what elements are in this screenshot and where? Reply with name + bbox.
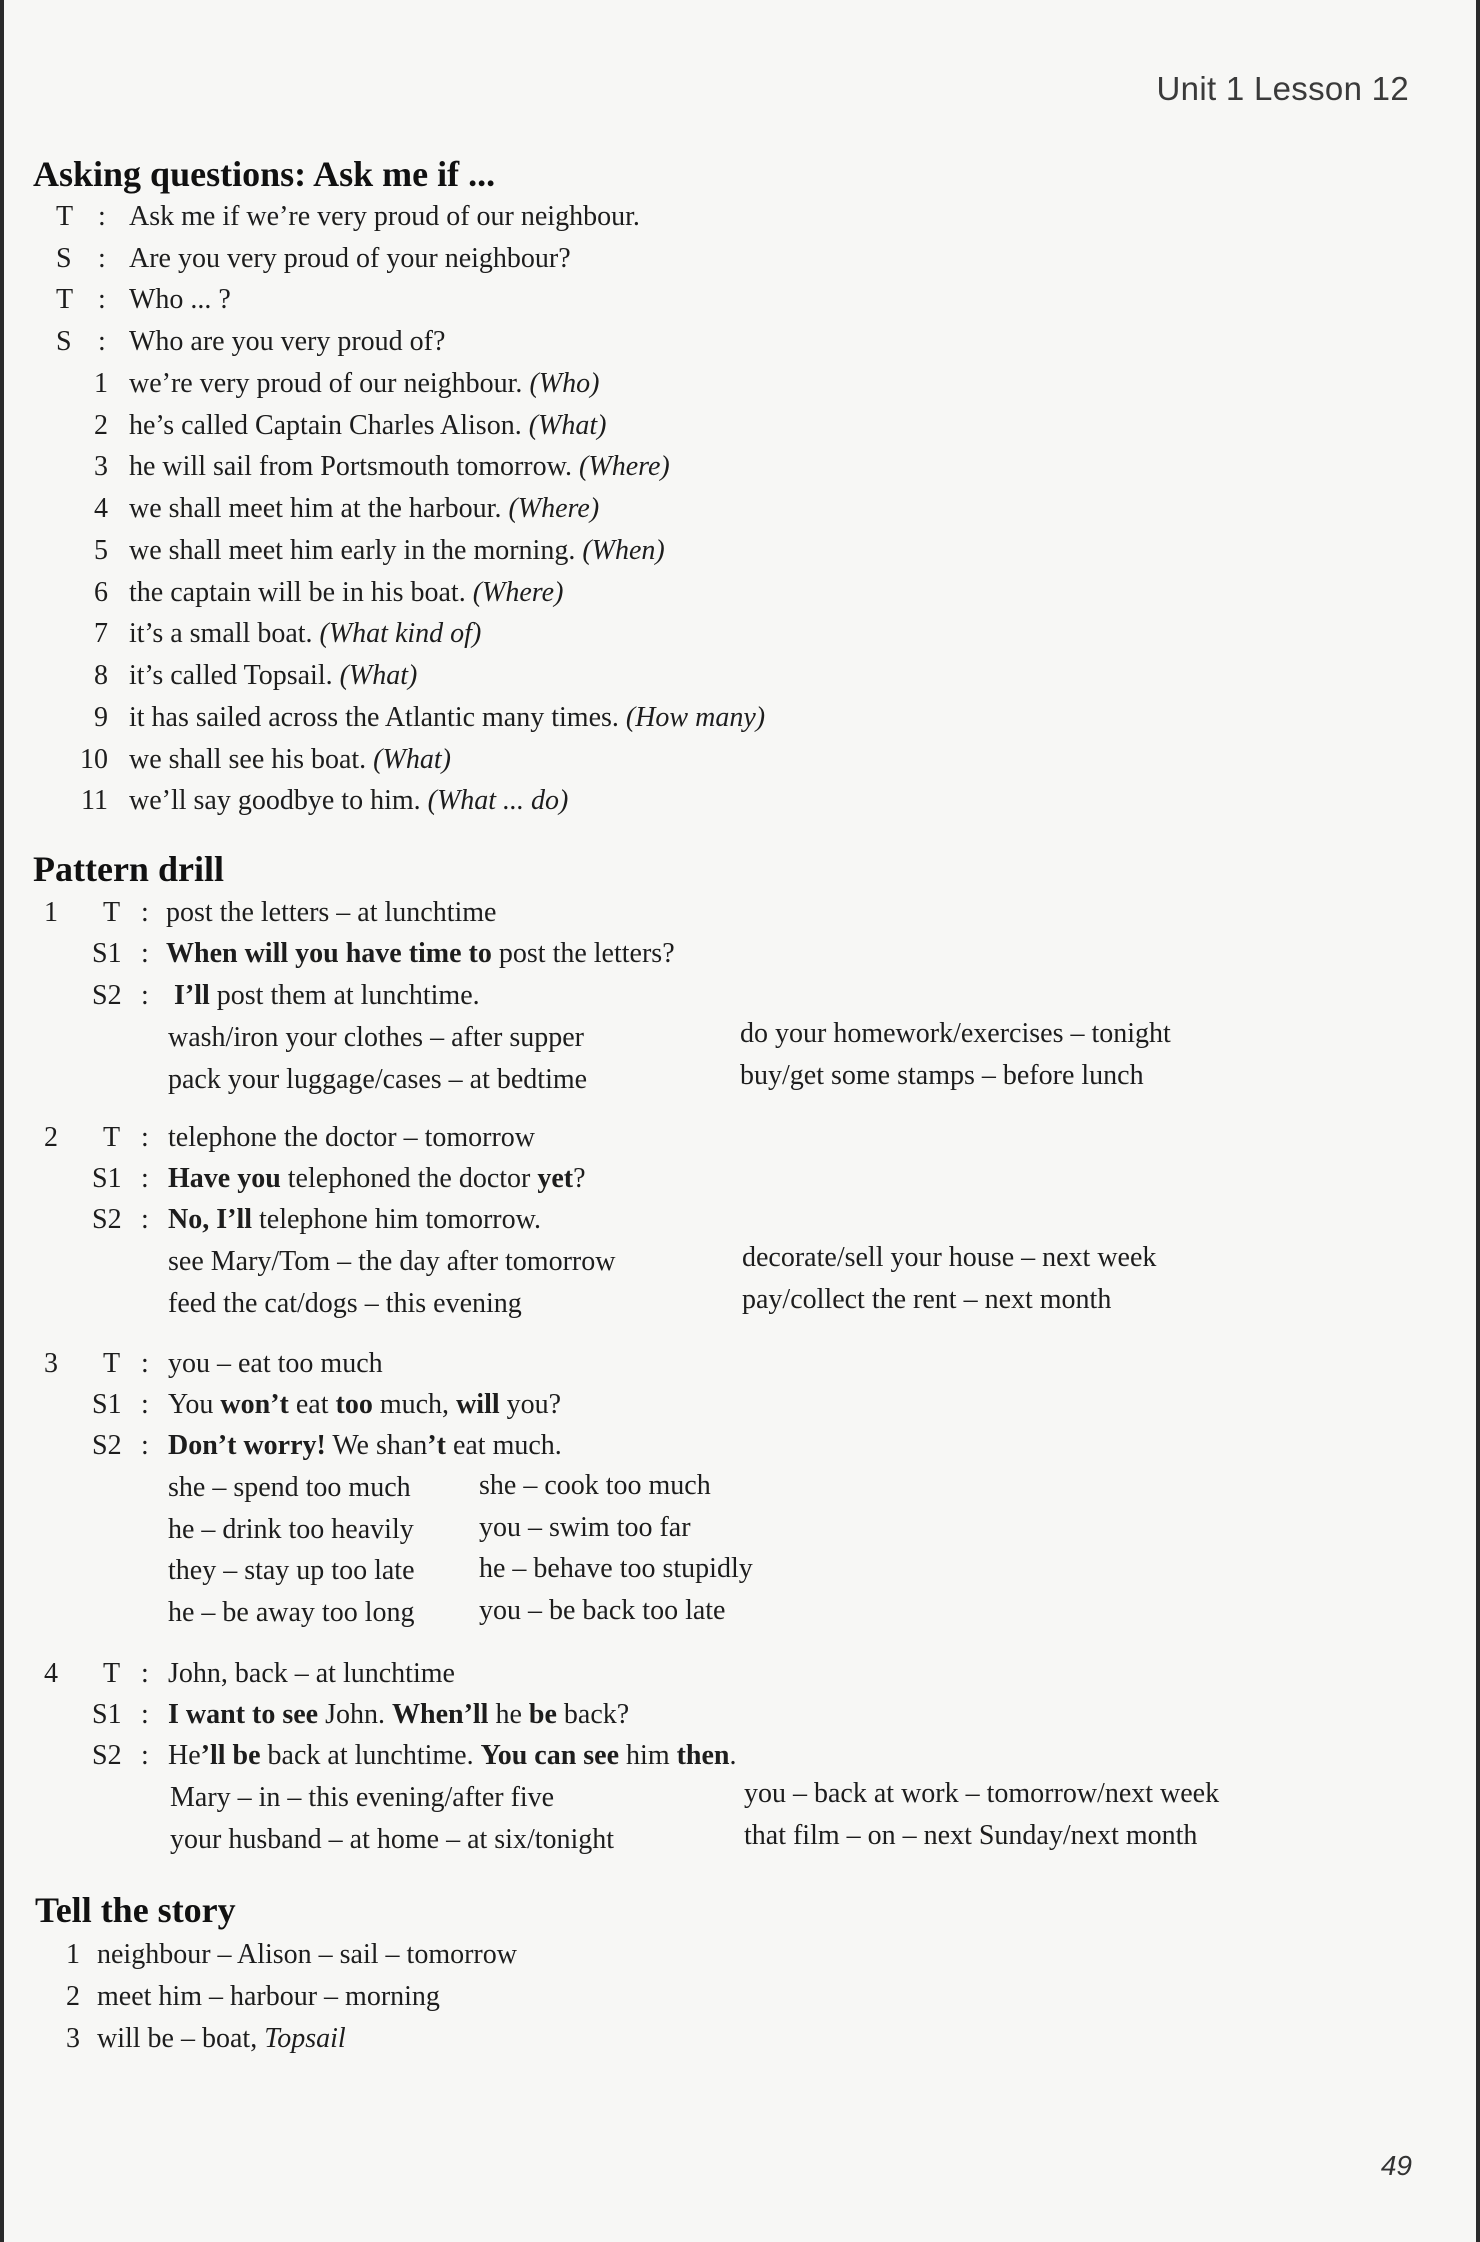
page-number: 49 bbox=[1380, 2150, 1412, 2181]
item-text: it has sailed across the Atlantic many times. bbox=[129, 702, 619, 733]
bold-segment: will bbox=[456, 1389, 500, 1420]
student-2-line bbox=[168, 1432, 562, 1460]
item-number: 4 bbox=[94, 493, 108, 524]
substitution-right: you – swim too far bbox=[479, 1512, 691, 1543]
bold-segment: When will you have time to bbox=[166, 938, 492, 969]
colon: : bbox=[141, 980, 149, 1011]
question-cue: (Where) bbox=[579, 451, 670, 482]
substitution-left: see Mary/Tom – the day after tomorrow bbox=[168, 1246, 616, 1277]
question-cue: (How many) bbox=[625, 702, 766, 733]
teacher-cue: post the letters – at lunchtime bbox=[166, 897, 497, 928]
speaker-label: T bbox=[56, 284, 74, 315]
bold-segment: won’t bbox=[220, 1389, 289, 1420]
item-number: 3 bbox=[94, 451, 108, 482]
list-item bbox=[129, 370, 599, 398]
substitution-right: do your homework/exercises – tonight bbox=[740, 1018, 1171, 1049]
teacher-cue: John, back – at lunchtime bbox=[168, 1658, 455, 1689]
substitution-right: she – cook too much bbox=[479, 1470, 711, 1501]
text-segment: he bbox=[488, 1699, 529, 1730]
bold-segment: yet bbox=[537, 1163, 574, 1194]
substitution-left: he – drink too heavily bbox=[168, 1514, 414, 1545]
text-segment: eat much. bbox=[445, 1430, 562, 1461]
substitution-right: you – back at work – tomorrow/next week bbox=[744, 1778, 1220, 1809]
speaker-label: S2 bbox=[92, 1430, 122, 1461]
item-text: the captain will be in his boat. bbox=[129, 577, 466, 608]
text-segment: much, bbox=[372, 1389, 457, 1420]
substitution-left: he – be away too long bbox=[168, 1597, 415, 1628]
list-item bbox=[129, 704, 765, 732]
question-cue: (What) bbox=[373, 744, 451, 775]
colon: : bbox=[141, 1740, 149, 1771]
bold-segment: Have you bbox=[168, 1163, 281, 1194]
item-number: 10 bbox=[80, 744, 108, 775]
item-text: it’s a small boat. bbox=[129, 618, 313, 649]
colon: : bbox=[141, 897, 149, 928]
bold-segment: too bbox=[335, 1389, 373, 1420]
student-1-line bbox=[166, 940, 675, 968]
item-text: we shall meet him at the harbour. bbox=[129, 493, 502, 524]
list-item bbox=[129, 412, 606, 440]
substitution-right: pay/collect the rent – next month bbox=[742, 1284, 1112, 1315]
substitution-right: that film – on – next Sunday/next month bbox=[744, 1820, 1198, 1851]
list-item bbox=[129, 579, 563, 607]
question-cue: (What) bbox=[528, 410, 607, 441]
text-segment: . bbox=[729, 1740, 737, 1771]
student-2-line bbox=[174, 982, 480, 1010]
item-number: 1 bbox=[94, 368, 108, 399]
colon: : bbox=[141, 1163, 149, 1194]
question-cue: (What kind of) bbox=[319, 618, 482, 649]
text-segment: back? bbox=[556, 1699, 630, 1730]
bold-segment: You can see bbox=[480, 1740, 620, 1771]
colon: : bbox=[141, 1122, 149, 1153]
colon: : bbox=[98, 201, 106, 232]
item-number: 2 bbox=[66, 1981, 80, 2012]
bold-segment: be bbox=[528, 1699, 557, 1730]
item-number: 6 bbox=[94, 577, 108, 608]
text-segment: you? bbox=[499, 1389, 562, 1420]
speaker-label: T bbox=[103, 1122, 121, 1153]
question-cue: (Where) bbox=[472, 577, 564, 608]
text-segment: telephone him tomorrow. bbox=[252, 1204, 542, 1235]
drill-number: 2 bbox=[44, 1122, 58, 1153]
speaker-label: S1 bbox=[92, 1389, 122, 1420]
question-cue: (Where) bbox=[508, 493, 600, 524]
colon: : bbox=[141, 938, 149, 969]
substitution-left: they – stay up too late bbox=[168, 1555, 415, 1586]
item-number: 9 bbox=[94, 702, 108, 733]
page-edge-left bbox=[0, 0, 4, 2242]
story-prompt: meet him – harbour – morning bbox=[97, 1981, 440, 2012]
section-title-asking-questions: Asking questions: Ask me if ... bbox=[33, 154, 496, 194]
substitution-left: she – spend too much bbox=[168, 1472, 411, 1503]
item-number: 7 bbox=[94, 618, 108, 649]
substitution-right: decorate/sell your house – next week bbox=[742, 1242, 1157, 1273]
substitution-left: your husband – at home – at six/tonight bbox=[170, 1824, 615, 1855]
item-number: 3 bbox=[66, 2023, 80, 2054]
drill-number: 3 bbox=[44, 1348, 58, 1379]
text-segment: He bbox=[168, 1740, 201, 1771]
student-1-line bbox=[168, 1391, 561, 1419]
text-segment: You bbox=[168, 1389, 221, 1420]
dialogue-line: Ask me if we’re very proud of our neighbour. bbox=[129, 201, 640, 232]
colon: : bbox=[141, 1430, 149, 1461]
colon: : bbox=[98, 284, 106, 315]
drill-number: 4 bbox=[44, 1658, 58, 1689]
substitution-left: pack your luggage/cases – at bedtime bbox=[168, 1064, 588, 1095]
colon: : bbox=[98, 326, 106, 357]
speaker-label: S bbox=[56, 243, 72, 274]
text-segment: ? bbox=[573, 1163, 586, 1194]
student-2-line bbox=[168, 1742, 737, 1770]
colon: : bbox=[98, 243, 106, 274]
colon: : bbox=[141, 1348, 149, 1379]
item-number: 5 bbox=[94, 535, 108, 566]
list-item bbox=[129, 662, 417, 690]
list-item bbox=[129, 537, 665, 565]
substitution-right: buy/get some stamps – before lunch bbox=[740, 1060, 1144, 1091]
teacher-cue: you – eat too much bbox=[168, 1348, 383, 1379]
speaker-label: T bbox=[103, 897, 121, 928]
item-text: we’re very proud of our neighbour. bbox=[129, 368, 523, 399]
list-item bbox=[129, 620, 481, 648]
student-1-line bbox=[168, 1701, 629, 1729]
dialogue-line: Are you very proud of your neighbour? bbox=[129, 243, 571, 274]
item-text: he’s called Captain Charles Alison. bbox=[129, 410, 522, 441]
item-text: we shall see his boat. bbox=[129, 744, 367, 775]
teacher-cue: telephone the doctor – tomorrow bbox=[168, 1122, 536, 1153]
text-segment: eat bbox=[288, 1389, 336, 1420]
question-cue: (When) bbox=[582, 535, 665, 566]
text-segment: We shan bbox=[325, 1430, 428, 1461]
text-segment: post them at lunchtime. bbox=[209, 980, 480, 1011]
student-2-line bbox=[168, 1206, 541, 1234]
speaker-label: S bbox=[56, 326, 72, 357]
substitution-left: Mary – in – this evening/after five bbox=[170, 1782, 555, 1813]
text-segment: will be – boat, bbox=[97, 2023, 265, 2054]
story-prompt bbox=[97, 2025, 346, 2053]
bold-segment: I’ll bbox=[174, 980, 210, 1011]
speaker-label: S1 bbox=[92, 1699, 122, 1730]
section-title-pattern-drill: Pattern drill bbox=[33, 849, 224, 889]
list-item bbox=[129, 787, 568, 815]
story-prompt: neighbour – Alison – sail – tomorrow bbox=[97, 1939, 517, 1970]
speaker-label: T bbox=[103, 1348, 121, 1379]
italic-segment: Topsail bbox=[264, 2023, 346, 2054]
bold-segment: When’ll bbox=[392, 1699, 489, 1730]
substitution-right: he – behave too stupidly bbox=[479, 1553, 753, 1584]
item-number: 8 bbox=[94, 660, 108, 691]
item-text: we shall meet him early in the morning. bbox=[129, 535, 576, 566]
bold-segment: then bbox=[676, 1740, 730, 1771]
list-item bbox=[129, 453, 670, 481]
speaker-label: S2 bbox=[92, 1740, 122, 1771]
item-number: 2 bbox=[94, 410, 108, 441]
bold-segment: I want to see bbox=[168, 1699, 319, 1730]
item-number: 11 bbox=[81, 785, 108, 816]
dialogue-line: Who are you very proud of? bbox=[129, 326, 446, 357]
running-header: Unit 1 Lesson 12 bbox=[1156, 70, 1409, 107]
item-text: it’s called Topsail. bbox=[129, 660, 333, 691]
text-segment: post the letters? bbox=[491, 938, 675, 969]
question-cue: (What) bbox=[339, 660, 418, 691]
bold-segment: Don’t worry! bbox=[168, 1430, 326, 1461]
substitution-right: you – be back too late bbox=[479, 1595, 726, 1626]
dialogue-line: Who ... ? bbox=[129, 284, 231, 315]
item-number: 1 bbox=[66, 1939, 80, 1970]
colon: : bbox=[141, 1699, 149, 1730]
speaker-label: S2 bbox=[92, 980, 122, 1011]
bold-segment: ’t bbox=[427, 1430, 446, 1461]
speaker-label: S1 bbox=[92, 938, 122, 969]
substitution-left: wash/iron your clothes – after supper bbox=[168, 1022, 584, 1053]
list-item bbox=[129, 495, 599, 523]
text-segment: him bbox=[619, 1740, 677, 1771]
speaker-label: S1 bbox=[92, 1163, 122, 1194]
speaker-label: T bbox=[103, 1658, 121, 1689]
question-cue: (What ... do) bbox=[427, 785, 569, 816]
colon: : bbox=[141, 1389, 149, 1420]
section-title-tell-the-story: Tell the story bbox=[35, 1890, 236, 1930]
student-1-line bbox=[168, 1165, 586, 1193]
bold-segment: No, I’ll bbox=[168, 1204, 252, 1235]
question-cue: (Who) bbox=[529, 368, 600, 399]
item-text: we’ll say goodbye to him. bbox=[129, 785, 421, 816]
page-edge-right bbox=[1476, 0, 1480, 2242]
speaker-label: T bbox=[56, 201, 74, 232]
item-text: he will sail from Portsmouth tomorrow. bbox=[129, 451, 573, 482]
colon: : bbox=[141, 1204, 149, 1235]
speaker-label: S2 bbox=[92, 1204, 122, 1235]
substitution-left: feed the cat/dogs – this evening bbox=[168, 1288, 522, 1319]
bold-segment: ’ll be bbox=[200, 1740, 261, 1771]
list-item bbox=[129, 746, 451, 774]
text-segment: John. bbox=[318, 1699, 392, 1730]
drill-number: 1 bbox=[44, 897, 58, 928]
text-segment: telephoned the doctor bbox=[280, 1163, 538, 1194]
text-segment: back at lunchtime. bbox=[260, 1740, 481, 1771]
colon: : bbox=[141, 1658, 149, 1689]
